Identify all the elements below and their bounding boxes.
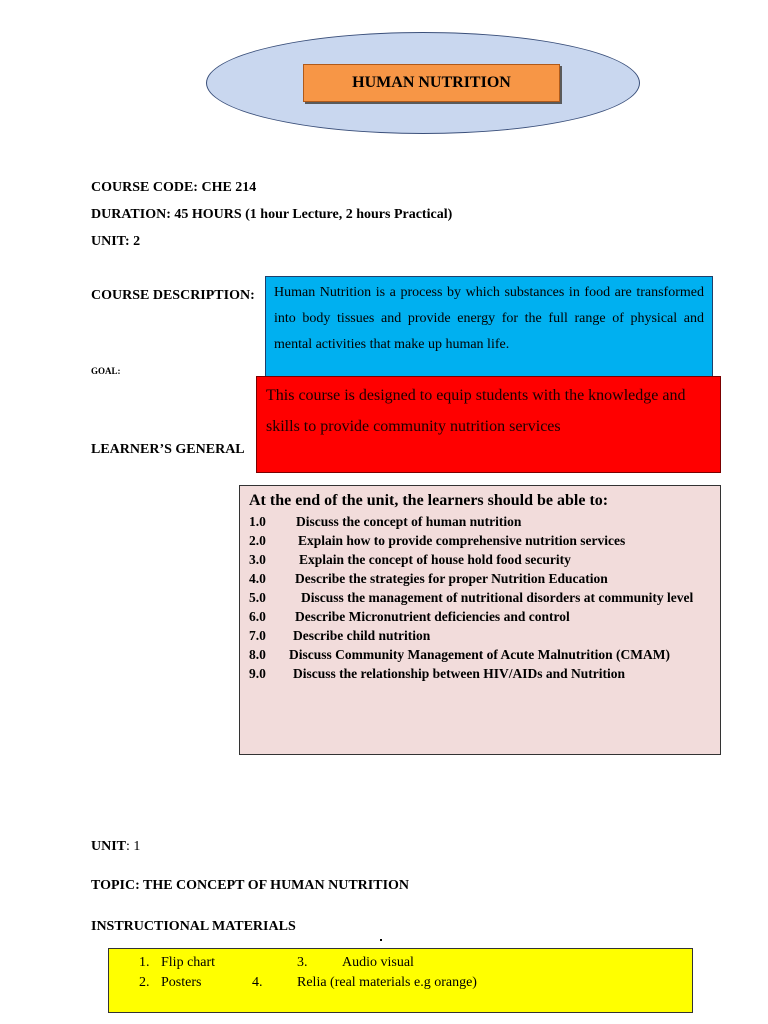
objective-item	[249, 512, 720, 531]
objective-text: Explain the concept of house hold food security	[299, 552, 571, 567]
objective-number: 7.0	[249, 628, 266, 643]
objective-text: Describe the strategies for proper Nutrition Education	[295, 571, 608, 586]
objective-number: 4.0	[249, 571, 266, 586]
material-number: 1.	[139, 955, 150, 970]
topic-heading: TOPIC: THE CONCEPT OF HUMAN NUTRITION	[91, 878, 410, 893]
objective-number: 8.0	[249, 647, 266, 662]
objective-text: Discuss the relationship between HIV/AIDs and Nutrition	[293, 666, 626, 681]
objective-number: 2.0	[249, 533, 266, 548]
objectives-box	[239, 485, 721, 755]
objective-item	[249, 607, 720, 626]
material-number: 3.	[297, 955, 308, 970]
course-unit: UNIT: 2	[91, 234, 141, 249]
objective-item	[249, 550, 720, 569]
material-number: 2.	[139, 975, 150, 990]
goal-label: GOAL:	[91, 366, 121, 376]
objective-number: 3.0	[249, 552, 266, 567]
objective-number: 1.0	[249, 514, 266, 529]
objective-item	[249, 664, 720, 683]
material-text: Flip chart	[161, 955, 216, 970]
objective-number: 6.0	[249, 609, 266, 624]
objective-text: Describe child nutrition	[293, 628, 431, 643]
unit-1-label: UNIT	[91, 839, 127, 854]
objective-text: Discuss Community Management of Acute Malnutrition (CMAM)	[289, 647, 670, 662]
objective-item	[249, 569, 720, 588]
unit-1-value: : 1	[126, 839, 141, 854]
objectives-label: LEARNER’S GENERAL	[91, 442, 245, 457]
objectives-intro: At the end of the unit, the learners should be able to:	[249, 492, 609, 509]
unit-1-line	[91, 839, 140, 855]
course-description-box: Human Nutrition is a process by which substances in food are transformed into body tissues and provide energy for the full range of physical and mental activities that make up human life.	[265, 276, 713, 378]
course-duration: DURATION: 45 HOURS (1 hour Lecture, 2 hours Practical)	[91, 207, 453, 222]
material-text: Relia (real materials e.g orange)	[297, 975, 477, 990]
goal-box: This course is designed to equip students with the knowledge and skills to provide community nutrition services	[256, 376, 721, 473]
stray-mark	[380, 939, 382, 941]
objective-item	[249, 645, 720, 664]
course-description-label: COURSE DESCRIPTION:	[91, 288, 255, 303]
objective-number: 5.0	[249, 590, 266, 605]
objective-item	[249, 588, 720, 607]
materials-heading: INSTRUCTIONAL MATERIALS	[91, 919, 296, 934]
objective-text: Discuss the management of nutritional disorders at community level	[301, 590, 694, 605]
document-title: HUMAN NUTRITION	[303, 64, 560, 102]
objective-text: Discuss the concept of human nutrition	[296, 514, 522, 529]
materials-box	[108, 948, 693, 1013]
objective-number: 9.0	[249, 666, 266, 681]
objective-text: Explain how to provide comprehensive nutrition services	[298, 533, 626, 548]
material-text: Audio visual	[342, 955, 414, 970]
course-code: COURSE CODE: CHE 214	[91, 180, 257, 195]
material-number: 4.	[252, 975, 263, 990]
material-text: Posters	[161, 975, 202, 990]
objective-item	[249, 626, 720, 645]
objective-text: Describe Micronutrient deficiencies and control	[295, 609, 570, 624]
objective-item	[249, 531, 720, 550]
